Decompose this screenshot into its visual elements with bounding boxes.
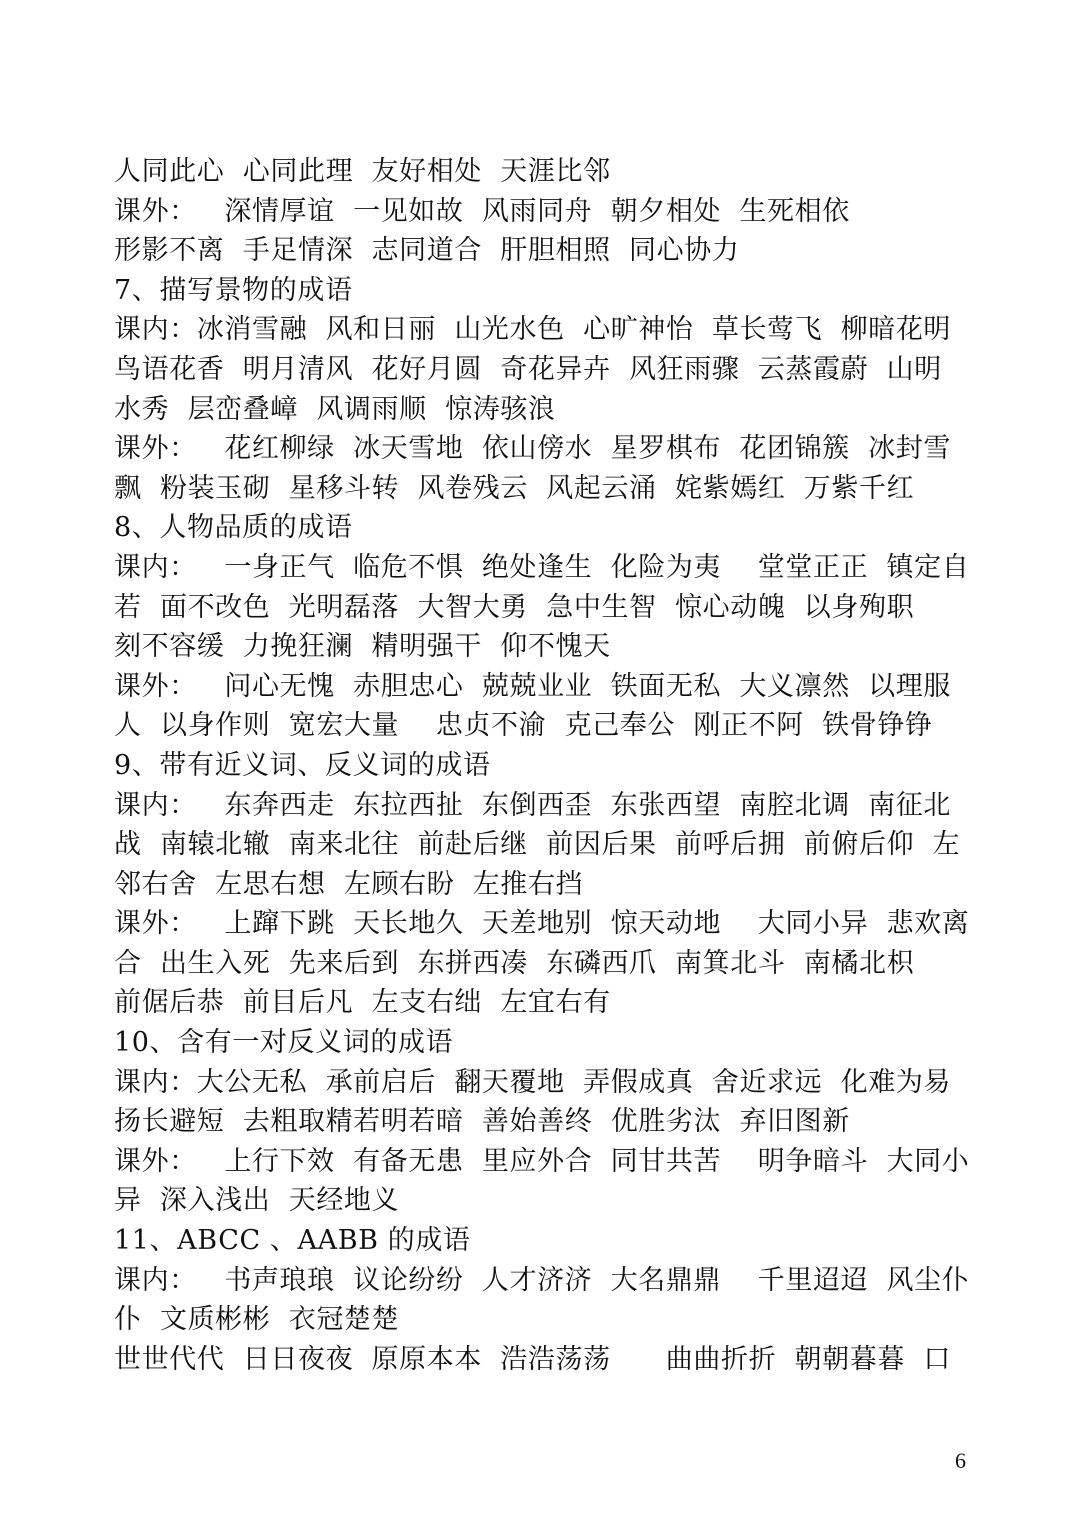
text-line: 形影不离 手足情深 志同道合 肝胆相照 同心协力 [114,235,740,267]
text-line: 邻右舍 左思右想 左顾右盼 左推右挡 [114,868,584,900]
text-line: 人 以身作则 宽宏大量 忠贞不渝 克己奉公 刚正不阿 铁骨铮铮 [114,710,933,742]
text-line: 前倨后恭 前目后凡 左支右绌 左宜右有 [114,987,611,1019]
text-line: 人同此心 心同此理 友好相处 天涯比邻 [114,156,611,187]
section-heading: 8、人物品质的成语 [114,512,353,544]
text-line: 水秀 层峦叠嶂 风调雨顺 惊涛骇浪 [114,393,556,425]
section-heading: 10、含有一对反义词的成语 [114,1027,454,1059]
text-line: 课内： 书声琅琅 议论纷纷 人才济济 大名鼎鼎 千里迢迢 风尘仆 [114,1264,970,1296]
text-line: 课内：大公无私 承前启后 翻天覆地 弄假成真 舍近求远 化难为易 [114,1066,952,1098]
text-line: 合 出生入死 先来后到 东拼西凑 东磷西爪 南箕北斗 南橘北枳 [114,947,915,979]
section-heading: 9、带有近义词、反义词的成语 [114,749,491,781]
text-line: 课内： 一身正气 临危不惧 绝处逢生 化险为夷 堂堂正正 镇定自 [114,551,970,583]
text-line: 战 南辕北辙 南来北往 前赴后继 前因后果 前呼后拥 前俯后仰 左 [114,829,961,861]
page-number: 6 [955,1448,966,1473]
text-line: 飘 粉装玉砌 星移斗转 风卷残云 风起云涌 姹紫嫣红 万紫千红 [114,472,915,504]
text-line: 若 面不改色 光明磊落 大智大勇 急中生智 惊心动魄 以身殉职 [114,591,915,623]
section-heading: 11、ABCC 、AABB 的成语 [114,1225,471,1257]
text-line: 课外： 上蹿下跳 天长地久 天差地别 惊天动地 大同小异 悲欢离 [114,908,970,940]
text-line: 课外： 深情厚谊 一见如故 风雨同舟 朝夕相处 生死相依 [114,195,850,227]
text-line: 异 深入浅出 天经地义 [114,1185,400,1217]
text-line: 课外： 花红柳绿 冰天雪地 依山傍水 星罗棋布 花团锦簇 冰封雪 [114,433,951,465]
page-body [114,152,974,1379]
section-heading: 7、描写景物的成语 [114,274,353,306]
text-line: 课内： 东奔西走 东拉西扯 东倒西歪 东张西望 南腔北调 南征北 [114,789,951,821]
text-line: 课外： 上行下效 有备无患 里应外合 同甘共苦 明争暗斗 大同小 [114,1145,970,1177]
text-line: 仆 文质彬彬 衣冠楚楚 [114,1304,400,1336]
text-line: 扬长避短 去粗取精若明若暗 善始善终 优胜劣汰 弃旧图新 [114,1106,850,1138]
text-line: 鸟语花香 明月清风 花好月圆 奇花异卉 风狂雨骤 云蒸霞蔚 山明 [114,353,942,385]
text-line: 世世代代 日日夜夜 原原本本 浩浩荡荡 曲曲折折 朝朝暮暮 口 [114,1343,951,1375]
text-line: 课内：冰消雪融 风和日丽 山光水色 心旷神怡 草长莺飞 柳暗花明 [114,314,952,346]
text-line: 刻不容缓 力挽狂澜 精明强干 仰不愧天 [114,631,611,663]
text-line: 课外： 问心无愧 赤胆忠心 兢兢业业 铁面无私 大义凛然 以理服 [114,670,951,702]
